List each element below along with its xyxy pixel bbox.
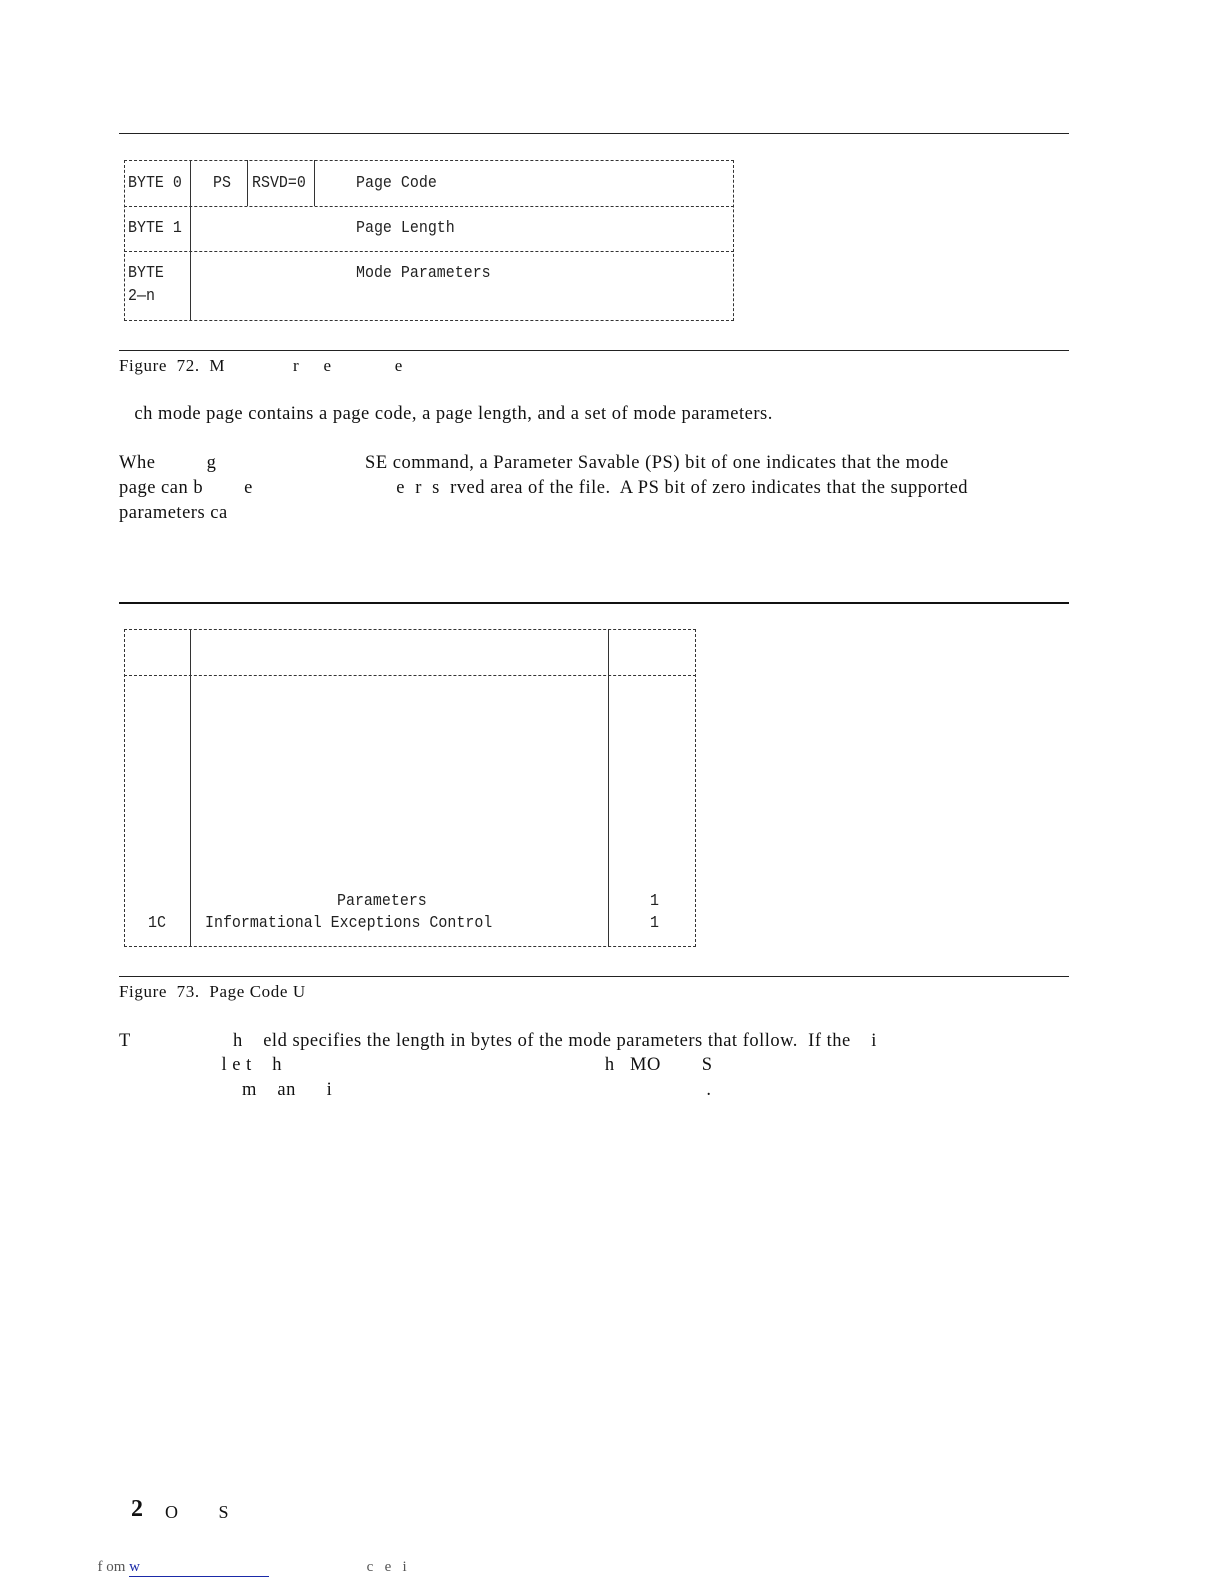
table-col-divider [314, 160, 315, 206]
footer-source-link[interactable]: w [129, 1559, 269, 1577]
table-row-1c-code: 1C [148, 914, 166, 933]
paragraph-ps-bit-line-3: parameters ca [119, 503, 228, 523]
table-row-parameters-value: 1 [650, 892, 659, 911]
paragraph-mode-page-contents: ch mode page contains a page code, a page length, and a set of mode parameters. [119, 404, 773, 424]
mode-parameters-label: Mode Parameters [356, 264, 491, 283]
page-code-label: Page Code [356, 174, 437, 193]
table-col-divider [608, 629, 609, 947]
page-length-label: Page Length [356, 219, 455, 238]
byte-0-label: BYTE 0 [128, 174, 182, 193]
paragraph-page-length-line-2: l e t h h MO S [119, 1055, 713, 1075]
figure-73-top-rule [119, 602, 1069, 604]
figure-72-bottom-rule [119, 350, 1069, 351]
figure-72-top-rule [119, 133, 1069, 134]
table-row-parameters-name: Parameters [337, 892, 427, 911]
table-col-divider [190, 160, 191, 321]
footer-source-prefix: f om [97, 1559, 130, 1575]
table-col-divider [247, 160, 248, 206]
rsvd-label: RSVD=0 [252, 174, 306, 193]
page-number: 2 [131, 1496, 143, 1522]
footer-source-suffix: c e i [269, 1559, 407, 1575]
table-header-divider [124, 675, 696, 676]
figure-73-caption: Figure 73. Page Code U [119, 982, 306, 1001]
ps-label: PS [213, 174, 231, 193]
table-col-divider [190, 629, 191, 947]
table-row-divider [124, 251, 734, 252]
figure-72-caption: Figure 72. M r e e [119, 356, 403, 375]
table-row-1c-name: Informational Exceptions Control [205, 914, 493, 933]
footer-source-line [90, 1542, 407, 1577]
paragraph-ps-bit-line-2: page can b e e r s rved area of the file. A PS bit of zero indicates that the supported [119, 478, 969, 498]
byte-2n-label: BYTE [128, 264, 164, 283]
paragraph-page-length-line-1: T h eld specifies the length in bytes of the mode parameters that follow. If the i [119, 1031, 877, 1051]
byte-2n-range: 2—n [128, 287, 155, 306]
table-row-divider [124, 206, 734, 207]
paragraph-page-length-line-3: m an i . [119, 1080, 712, 1100]
footer-title: O S [165, 1502, 247, 1522]
table-row-1c-value: 1 [650, 914, 659, 933]
byte-1-label: BYTE 1 [128, 219, 182, 238]
figure-73-bottom-rule [119, 976, 1069, 977]
paragraph-ps-bit-line-1: Whe g SE command, a Parameter Savable (PS) bit of one indicates that the mode [119, 453, 949, 473]
